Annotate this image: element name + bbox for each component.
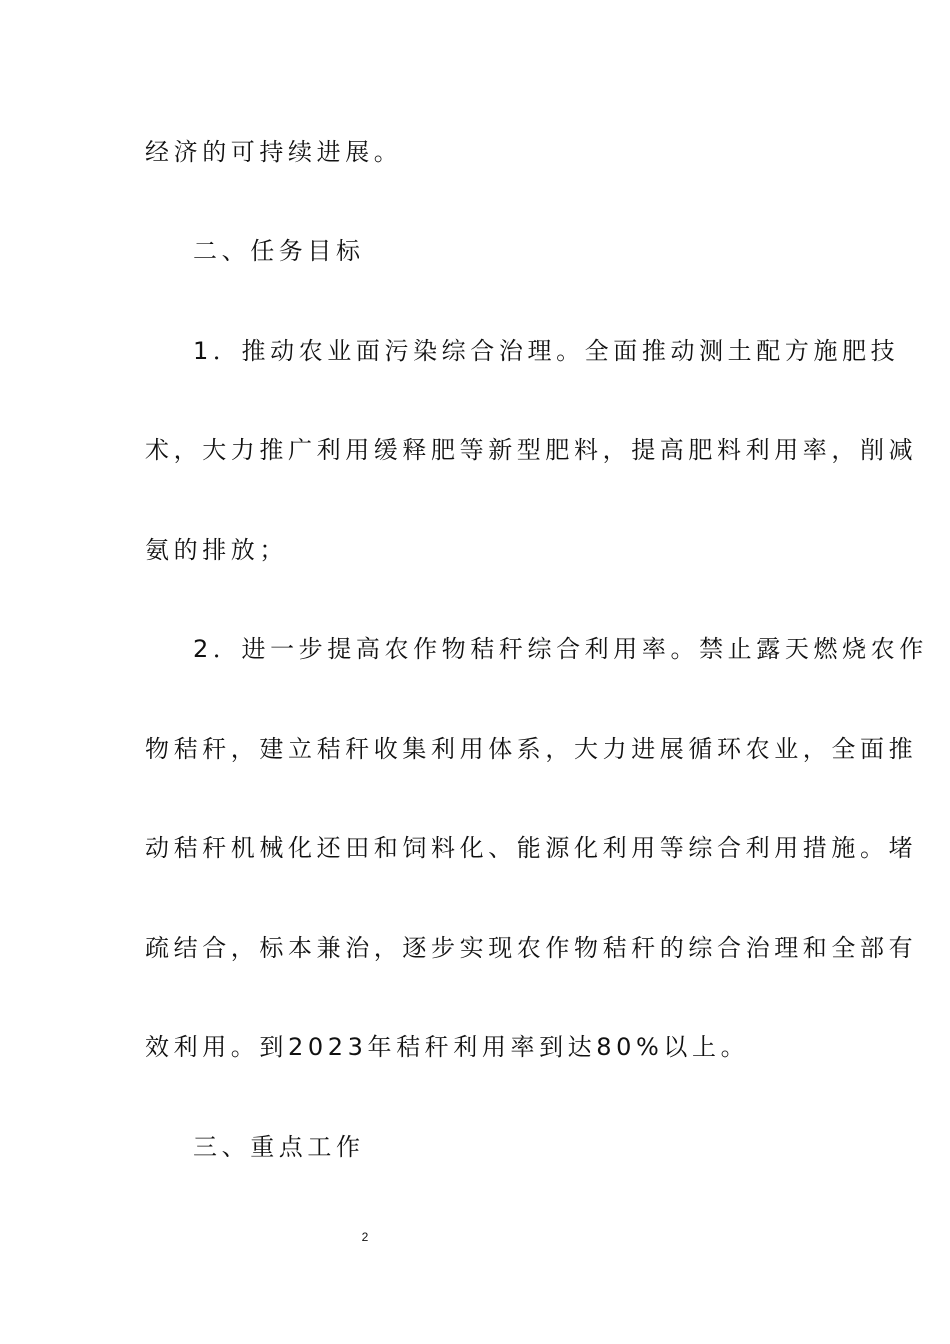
item-2-line-1: 2．进一步提高农作物秸秆综合利用率。禁止露天燃烧农作 <box>193 635 928 663</box>
item-2-line-2: 物秸秆，建立秸秆收集利用体系，大力进展循环农业，全面推 <box>145 735 918 763</box>
page-number: 2 <box>361 1230 369 1244</box>
section-heading-key-work: 三、重点工作 <box>193 1133 365 1161</box>
item-1-line-2: 术，大力推广利用缓释肥等新型肥料，提高肥料利用率，削减 <box>145 436 918 464</box>
item-1-line-3: 氨的排放； <box>145 536 288 564</box>
paragraph-continuation-line: 经济的可持续进展。 <box>145 138 403 166</box>
item-1-line-1: 1．推动农业面污染综合治理。全面推动测土配方施肥技 <box>193 337 900 365</box>
item-2-line-3: 动秸秆机械化还田和饲料化、能源化利用等综合利用措施。堵 <box>145 834 918 862</box>
section-heading-task-goals: 二、任务目标 <box>193 237 365 265</box>
item-2-line-4: 疏结合，标本兼治，逐步实现农作物秸秆的综合治理和全部有 <box>145 934 918 962</box>
item-2-line-5: 效利用。到2023年秸秆利用率到达80%以上。 <box>145 1033 750 1061</box>
